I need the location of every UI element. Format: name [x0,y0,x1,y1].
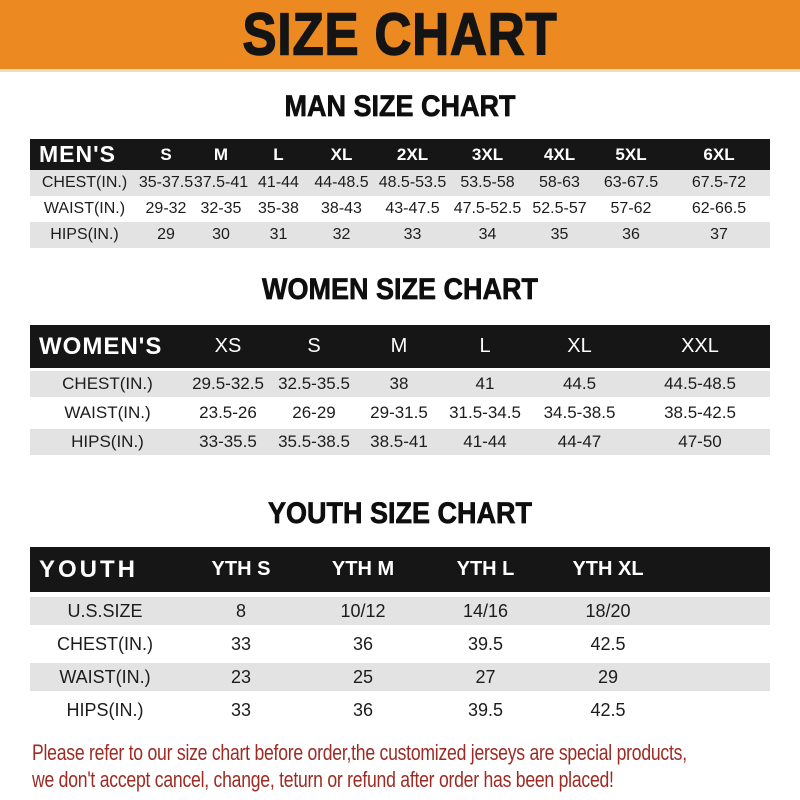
size-value: 29 [597,666,619,687]
youth-row-waist-in [30,663,770,691]
row-label: CHEST(IN.) [62,374,153,393]
men-row-chest-in [30,170,770,196]
men-column-header-l: L [273,144,284,164]
size-value: 31.5-34.5 [449,403,521,422]
size-value: 30 [212,226,230,243]
youth-row-hips-in [30,696,770,724]
size-value: 42.5 [590,633,626,654]
women-column-header-xxl: XXL [681,335,719,357]
size-value: 27 [475,666,496,687]
size-value: 58-63 [539,174,580,191]
men-column-header-2xl: 2XL [396,144,429,164]
women-size-chart-heading: WOMEN SIZE CHART [262,273,538,306]
size-value: 34 [478,226,497,243]
size-value: 33 [230,633,252,654]
men-column-header-m: M [213,144,229,164]
women-size-table [30,325,770,455]
size-value: 41 [475,374,495,393]
youth-size-chart-heading: YOUTH SIZE CHART [267,497,533,530]
size-value: 67.5-72 [691,174,747,191]
row-label: CHEST(IN.) [57,633,153,654]
size-value: 33-35.5 [199,432,257,451]
size-value: 23.5-26 [199,403,257,422]
size-value: 63-67.5 [603,174,659,191]
size-value: 29-31.5 [370,403,428,422]
men-size-table [30,139,770,248]
size-value: 35.5-38.5 [278,432,350,451]
size-value: 32 [332,226,351,243]
size-value: 33 [403,226,422,243]
size-value: 57-62 [610,200,652,217]
men-column-header-s: S [160,144,172,164]
women-header-row [30,325,770,368]
size-value: 44.5-48.5 [664,374,736,393]
youth-row-chest-in [30,630,770,658]
row-label: WAIST(IN.) [59,666,151,687]
man-size-chart-heading: MAN SIZE CHART [284,90,516,123]
size-value: 47-50 [678,432,722,451]
women-column-header-s: S [307,335,321,357]
size-value: 43-47.5 [385,200,440,217]
size-value: 42.5 [590,699,626,720]
size-value: 36 [622,226,640,243]
youth-size-table [30,547,770,724]
size-value: 36 [352,633,374,654]
size-value: 36 [352,699,374,720]
youth-header-row [30,547,770,592]
size-value: 23 [230,666,252,687]
size-value: 44-48.5 [314,174,369,191]
size-value: 29-32 [145,200,187,217]
youth-column-header-yth-m: YTH M [331,558,395,580]
size-value: 29 [157,226,175,243]
row-label: U.S.SIZE [67,600,143,621]
row-label: HIPS(IN.) [50,226,119,243]
row-label: HIPS(IN.) [71,432,144,451]
men-column-header-6xl: 6XL [703,144,735,164]
size-chart-banner [0,0,800,72]
size-value: 38-43 [321,200,362,217]
size-value: 38.5-41 [370,432,428,451]
row-label: WAIST(IN.) [43,200,126,217]
women-column-header-l: L [479,335,491,357]
size-value: 29.5-32.5 [192,374,264,393]
size-value: 37.5-41 [193,174,249,191]
men-row-hips-in [30,222,770,248]
size-value: 35-38 [258,200,299,217]
size-value: 52.5-57 [532,200,587,217]
size-value: 26-29 [292,403,336,422]
size-value: 38 [389,374,409,393]
youth-column-header-yth-l: YTH L [456,558,515,580]
banner-title: SIZE CHART [242,0,558,68]
men-column-header-xl: XL [330,144,353,164]
size-value: 18/20 [585,600,631,621]
size-value: 39.5 [467,633,504,654]
men-row-waist-in [30,196,770,222]
youth-table-title: YOUTH [39,555,138,583]
men-column-header-3xl: 3XL [471,144,504,164]
size-value: 41-44 [258,174,299,191]
size-value: 32.5-35.5 [278,374,350,393]
youth-row-u-s-size [30,597,770,625]
size-value: 41-44 [463,432,507,451]
men-header-row [30,139,770,170]
size-value: 33 [230,699,252,720]
size-value: 10/12 [340,600,386,621]
footer-note-line2: we don't accept cancel, change, teturn or refund after order has been placed! [32,767,614,792]
footer-note [32,739,800,793]
size-value: 37 [710,226,728,243]
size-value: 31 [269,226,288,243]
size-value: 8 [235,600,246,621]
size-value: 48.5-53.5 [378,174,447,191]
women-row-hips-in [30,429,770,455]
size-value: 44.5 [562,374,597,393]
youth-column-header-yth-s: YTH S [211,558,271,580]
size-value: 34.5-38.5 [543,403,616,422]
size-value: 47.5-52.5 [453,200,522,217]
row-label: HIPS(IN.) [66,699,144,720]
size-value: 39.5 [467,699,504,720]
size-value: 44-47 [557,432,602,451]
women-row-waist-in [30,400,770,426]
size-value: 32-35 [200,200,242,217]
women-column-header-xl: XL [567,335,592,357]
women-column-header-xs: XS [214,335,242,357]
size-value: 53.5-58 [460,174,515,191]
row-label: WAIST(IN.) [64,403,151,422]
women-row-chest-in [30,371,770,397]
size-value: 25 [352,666,374,687]
size-value: 35-37.5 [138,174,194,191]
size-value: 38.5-42.5 [664,403,736,422]
men-column-header-4xl: 4XL [543,144,576,164]
youth-column-header-yth-xl: YTH XL [572,558,644,580]
women-table-title: WOMEN'S [39,332,163,360]
men-table-title: MEN'S [39,141,116,167]
men-column-header-5xl: 5XL [615,144,647,164]
size-value: 35 [550,226,569,243]
size-value: 14/16 [462,600,509,621]
footer-note-line1: Please refer to our size chart before order,the customized jerseys are special products, [32,740,687,765]
women-column-header-m: M [390,335,408,357]
size-value: 62-66.5 [691,200,747,217]
row-label: CHEST(IN.) [41,174,128,191]
